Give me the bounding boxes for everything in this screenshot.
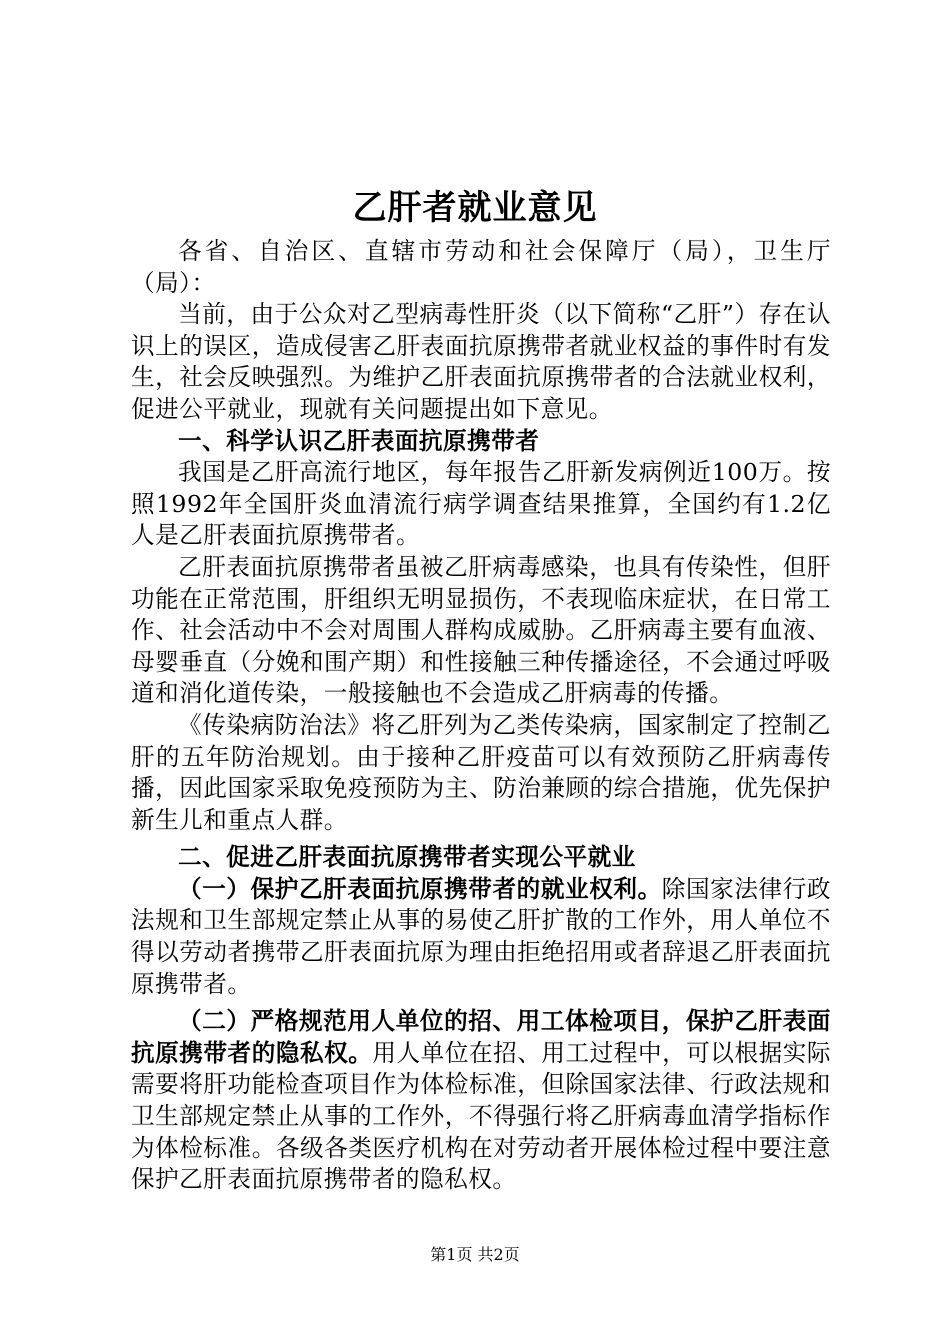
intro-paragraph: 当前，由于公众对乙型病毒性肝炎（以下简称“乙肝”）存在认识上的误区，造成侵害乙肝表面抗原携带者就业权益的事件时有发生，社会反映强烈。为维护乙肝表面抗原携带者的合法就业权利，促进公平就业，现就有关问题提出如下意见。 [131,300,831,423]
section-2-item-1 [131,874,831,1000]
section-2-item-2-lead: （二）严格规范用人单位的招、用工体检项目，保护乙肝表面抗原携带者的隐私权。 [131,1007,831,1067]
section-2-item-1-lead: （一）保护乙肝表面抗原携带者的就业权利。 [178,874,662,903]
section-1-heading: 一、科学认识乙肝表面抗原携带者 [178,426,540,455]
section-2-item-2 [131,1006,831,1196]
document-title: 乙肝者就业意见 [352,188,598,228]
section-1-paragraph-1: 我国是乙肝高流行地区，每年报告乙肝新发病例近100万。按照1992年全国肝炎血清流行病学调查结果推算，全国约有1.2亿人是乙肝表面抗原携带者。 [131,458,831,550]
section-1-paragraph-2: 乙肝表面抗原携带者虽被乙肝病毒感染，也具有传染性，但肝功能在正常范围，肝组织无明显损伤，不表现临床症状，在日常工作、社会活动中不会对周围人群构成威胁。乙肝病毒主要有血液、母婴垂直（分娩和围产期）和性接触三种传播途径，不会通过呼吸道和消化道传染，一般接触也不会造成乙肝病毒的传播。 [131,552,831,708]
page-footer: 第1页 共2页 [430,1245,520,1264]
salutation: 各省、自治区、直辖市劳动和社会保障厅（局），卫生厅（局）： [131,237,831,297]
section-2-item-2-text: 用人单位在招、用工过程中，可以根据实际需要将肝功能检查项目作为体检标准，但除国家法律、行政法规和卫生部规定禁止从事的工作外，不得强行将乙肝病毒血清学指标作为体检标准。各级各类医疗机构在对劳动者开展体检过程中要注意保护乙肝表面抗原携带者的隐私权。 [131,1038,832,1194]
section-1-paragraph-3: 《传染病防治法》将乙肝列为乙类传染病，国家制定了控制乙肝的五年防治规划。由于接种乙肝疫苗可以有效预防乙肝病毒传播，因此国家采取免疫预防为主、防治兼顾的综合措施，优先保护新生儿和重点人群。 [131,710,831,834]
section-2-heading: 二、促进乙肝表面抗原携带者实现公平就业 [178,843,636,872]
section-2-item-1-text: 除国家法律行政法规和卫生部规定禁止从事的易使乙肝扩散的工作外，用人单位不得以劳动者携带乙肝表面抗原为理由拒绝招用或者辞退乙肝表面抗原携带者。 [131,874,832,998]
document-body [131,236,831,1196]
